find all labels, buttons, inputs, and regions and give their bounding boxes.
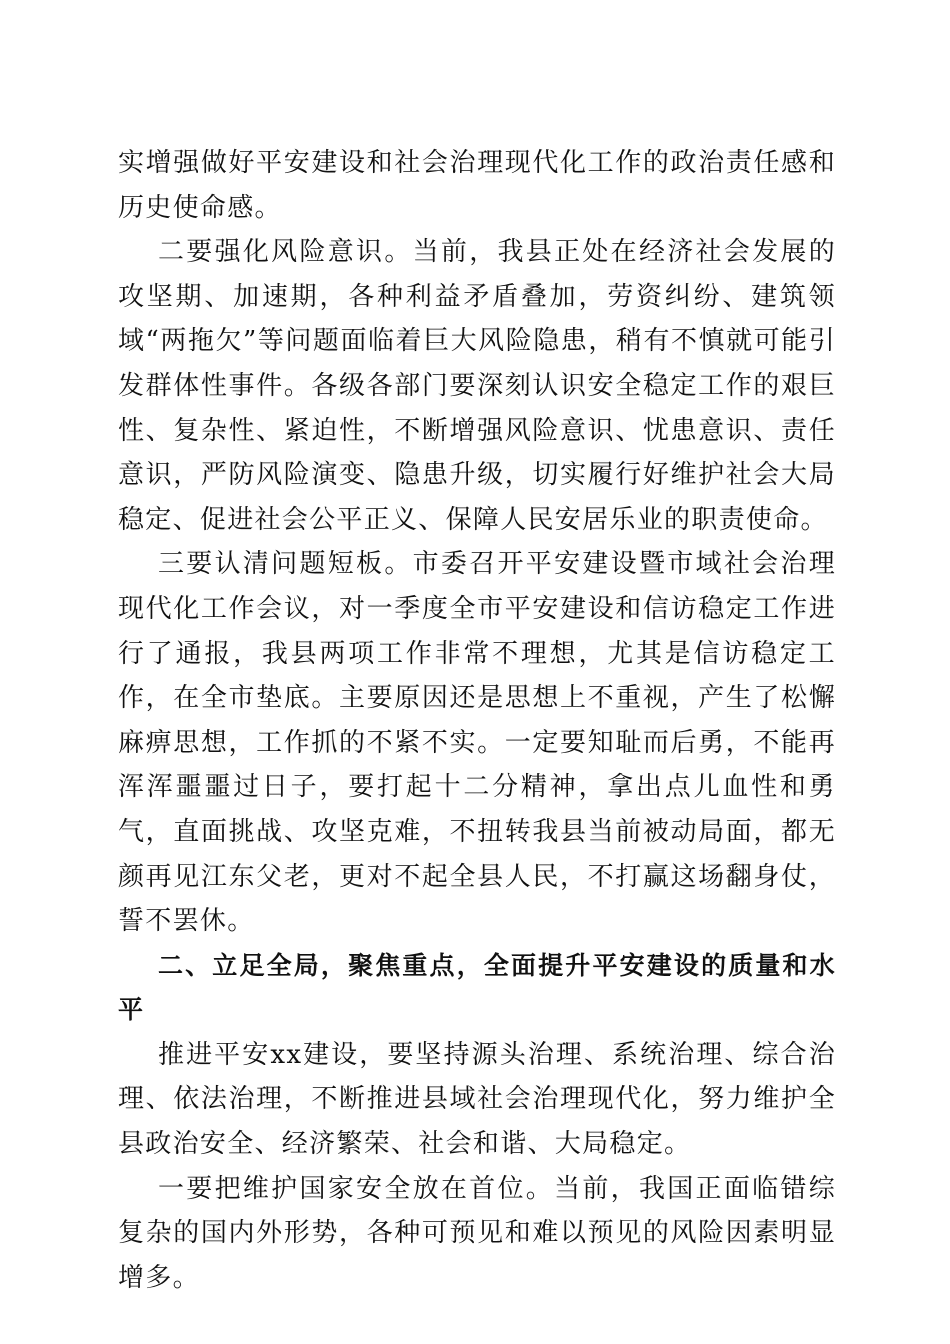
paragraph-problem-shortcomings: 三要认清问题短板。市委召开平安建设暨市域社会治理现代化工作会议，对一季度全市平安建设和信访稳定工作进行了通报，我县两项工作非常不理想，尤其是信访稳定工作，在全市垫底。主要原因还是思想上不重视，产生了松懈麻痹思想，工作抓的不紧不实。一定要知耻而后勇，不能再浑浑噩噩过日子，要打起十二分精神，拿出点儿血性和勇气，直面挑战、攻坚克难，不扭转我县当前被动局面，都无颜再见江东父老，更对不起全县人民，不打赢这场翻身仗，誓不罢休。 bbox=[118, 549, 836, 937]
paragraph-risk-awareness: 二要强化风险意识。当前，我县正处在经济社会发展的攻坚期、加速期，各种利益矛盾叠加，劳资纠纷、建筑领域“两拖欠”等问题面临着巨大风险隐患，稍有不慎就可能引发群体性事件。各级各部门要深刻认识安全稳定工作的艰巨性、复杂性、紧迫性，不断增强风险意识、忧患意识、责任意识，严防风险演变、隐患升级，切实履行好维护社会大局稳定、促进社会公平正义、保障人民安居乐业的职责使命。 bbox=[118, 237, 836, 535]
document-body bbox=[118, 141, 836, 1300]
paragraph-advance-safety: 推进平安xx建设，要坚持源头治理、系统治理、综合治理、依法治理，不断推进县域社会治理现代化，努力维护全县政治安全、经济繁荣、社会和谐、大局稳定。 bbox=[118, 1039, 836, 1160]
paragraph-national-security: 一要把维护国家安全放在首位。当前，我国正面临错综复杂的国内外形势，各种可预见和难以预见的风险因素明显增多。 bbox=[118, 1173, 836, 1293]
section-heading-two: 二、立足全局，聚焦重点，全面提升平安建设的质量和水平 bbox=[118, 950, 836, 1025]
paragraph-continuation: 实增强做好平安建设和社会治理现代化工作的政治责任感和历史使命感。 bbox=[118, 148, 836, 223]
